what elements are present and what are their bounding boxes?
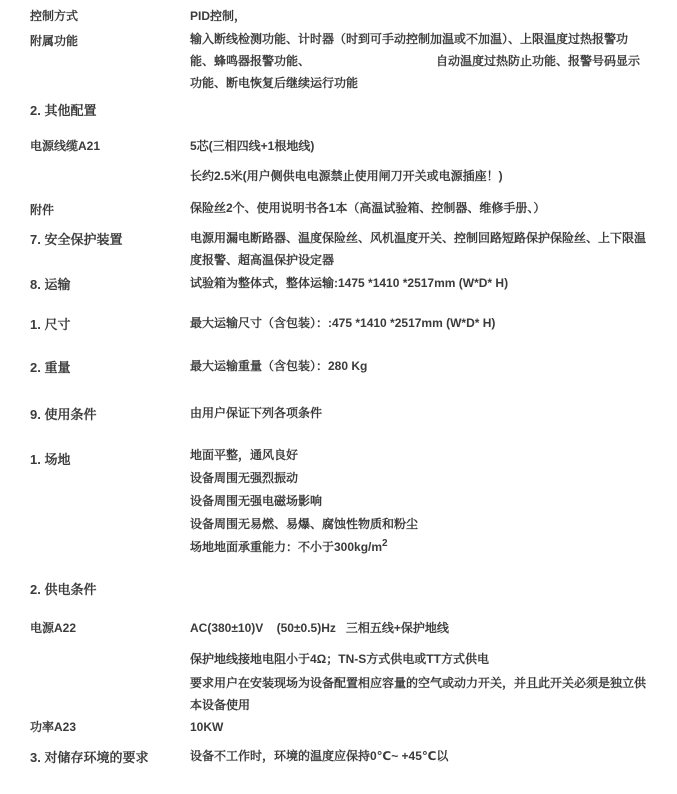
value-line: 设备周围无强烈振动 bbox=[190, 471, 299, 485]
row-value bbox=[190, 444, 418, 559]
row-label: 附件 bbox=[30, 203, 55, 217]
value-line: PID控制， bbox=[190, 9, 247, 23]
row-label: 电源A22 bbox=[30, 621, 77, 635]
value-line: 要求用户在安装现场为设备配置相应容量的空气或动力开关，并且此开关必须是独立供 bbox=[190, 676, 647, 690]
row-value bbox=[190, 227, 646, 271]
row-label: 电源线缆A21 bbox=[30, 139, 101, 153]
row-label: 1. 尺寸 bbox=[30, 317, 71, 332]
row-value bbox=[190, 745, 448, 767]
floor-capacity-text: 场地地面承重能力：不小于300kg/m bbox=[190, 540, 383, 554]
spec-row-control-mode bbox=[30, 5, 665, 27]
section-heading-other-config: 2. 其他配置 bbox=[30, 103, 97, 118]
spec-row-storage-requirements bbox=[30, 745, 665, 767]
value-line: AC(380±10)V (50±0.5)Hz 三相五线+保护地线 bbox=[190, 621, 449, 635]
spec-row-dimensions bbox=[30, 312, 665, 334]
spec-row-power-a22 bbox=[30, 617, 665, 716]
value-line: 10KW bbox=[190, 720, 224, 734]
row-value bbox=[190, 5, 246, 27]
value-line: 最大运输尺寸（含包装）：:475 *1410 *2517mm (W*D* H) bbox=[190, 316, 496, 330]
spec-row-safety-protection bbox=[30, 227, 665, 271]
row-label: 功率A23 bbox=[30, 720, 77, 734]
value-line: 试验箱为整体式，整体运输:1475 *1410 *2517mm (W*D* H) bbox=[190, 276, 509, 290]
value-line: 保险丝2个、使用说明书各1本（高温试验箱、控制器、维修手册、） bbox=[190, 201, 546, 215]
row-label: 9. 使用条件 bbox=[30, 407, 97, 422]
row-label: 7. 安全保护装置 bbox=[30, 232, 123, 247]
value-line: 由用户保证下列各项条件 bbox=[190, 406, 323, 420]
row-value bbox=[190, 312, 495, 334]
value-line: 设备周围无强电磁场影响 bbox=[190, 494, 323, 508]
value-line bbox=[190, 536, 418, 559]
superscript: 2 bbox=[382, 538, 388, 549]
spec-row-power-cable-a21 bbox=[30, 135, 665, 187]
spec-row-accessory-functions bbox=[30, 28, 665, 94]
spec-row-weight bbox=[30, 355, 665, 377]
spec-row-power-a23 bbox=[30, 716, 665, 738]
row-value bbox=[190, 402, 322, 424]
row-value bbox=[190, 716, 223, 738]
value-line: 设备周围无易燃、易爆、腐蚀性物质和粉尘 bbox=[190, 517, 419, 531]
row-label: 3. 对储存环境的要求 bbox=[30, 750, 149, 765]
spec-row-usage-conditions bbox=[30, 402, 665, 424]
value-line: 输入断线检测功能、计时器（时到可手动控制加温或不加温）、上限温度过热报警功 bbox=[190, 32, 629, 46]
value-line: 功能、断电恢复后继续运行功能 bbox=[190, 76, 359, 90]
row-label: 1. 场地 bbox=[30, 452, 71, 467]
row-label: 2. 重量 bbox=[30, 360, 71, 375]
value-line: 最大运输重量（含包装）：280 Kg bbox=[190, 359, 368, 373]
value-line: 电源用漏电断路器、温度保险丝、风机温度开关、控制回路短路保护保险丝、上下限温 bbox=[190, 231, 647, 245]
value-line: 能、蜂鸣器报警功能、 自动温度过热防止功能、报警号码显示 bbox=[190, 54, 641, 68]
value-line: 长约2.5米(用户侧供电电源禁止使用闸刀开关或电源插座！) bbox=[190, 169, 503, 183]
value-line: 5芯(三相四线+1根地线) bbox=[190, 139, 315, 153]
value-paragraph bbox=[190, 672, 646, 716]
spec-row-accessories bbox=[30, 197, 665, 221]
row-label: 8. 运输 bbox=[30, 277, 71, 292]
value-line: 地面平整，通风良好 bbox=[190, 448, 299, 462]
spec-row-site bbox=[30, 444, 665, 559]
section-heading-power-supply-conditions: 2. 供电条件 bbox=[30, 582, 97, 597]
row-label: 控制方式 bbox=[30, 9, 79, 23]
row-value bbox=[190, 355, 367, 377]
value-line: 设备不工作时，环境的温度应保持0℃~ +45℃以 bbox=[190, 749, 449, 763]
value-line: 保护地线接地电阻小于4Ω；TN-S方式供电或TT方式供电 bbox=[190, 652, 489, 666]
row-value bbox=[190, 617, 646, 716]
row-value bbox=[190, 28, 640, 94]
row-value bbox=[190, 272, 508, 294]
value-line: 度报警、超高温保护设定器 bbox=[190, 253, 335, 267]
row-value bbox=[190, 135, 503, 187]
row-value bbox=[190, 197, 545, 219]
spec-row-transport bbox=[30, 272, 665, 294]
value-line: 本设备使用 bbox=[190, 698, 251, 712]
row-label: 附属功能 bbox=[30, 34, 79, 48]
